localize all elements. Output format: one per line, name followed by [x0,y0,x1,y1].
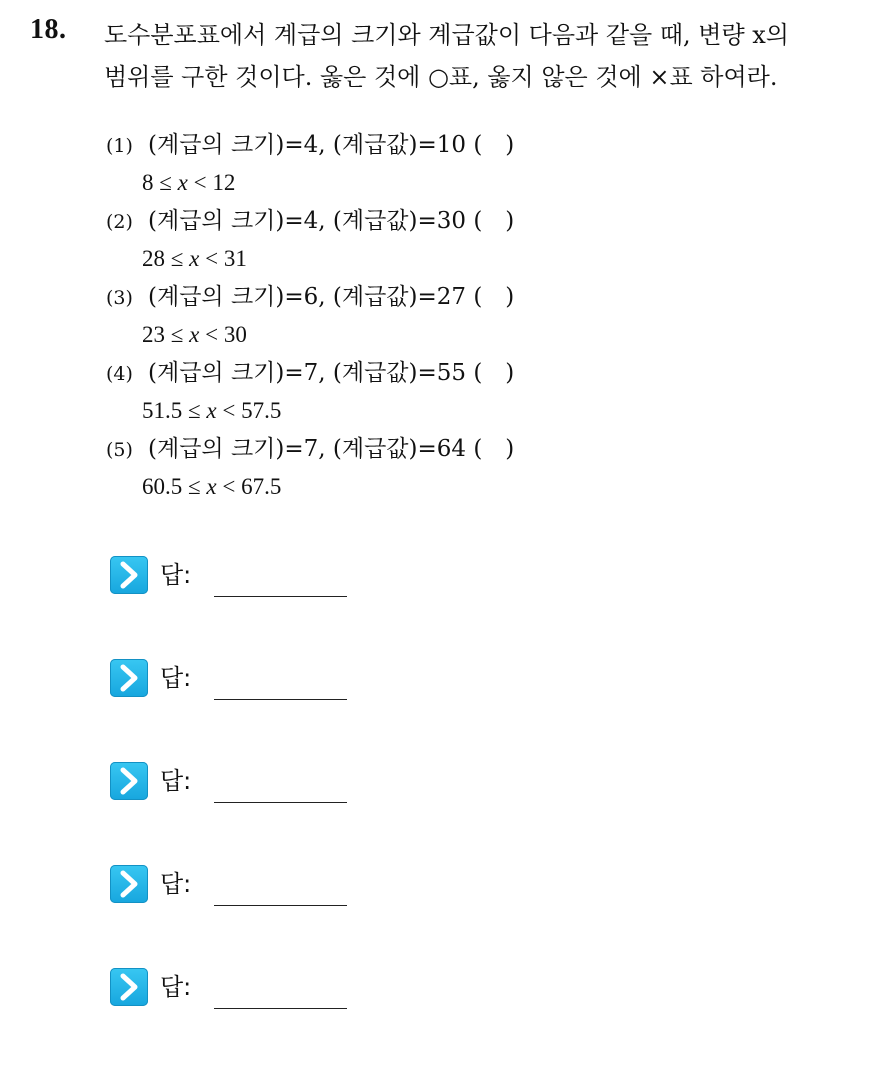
chevron-right-icon [110,762,148,800]
range-variable: x [206,474,217,499]
answer-label: 답: [160,870,192,898]
condition-text: (계급의 크기)=4, (계급값)=10 ( ) [148,132,515,158]
sub-question-number: (3) [106,287,133,309]
answer-label: 답: [160,973,192,1001]
answer-label: 답: [160,767,192,795]
range-expression [106,240,514,278]
answer-label: 답: [160,664,192,692]
stem-line-2: 범위를 구한 것이다. 옳은 것에 ○표, 옳지 않은 것에 ×표 하여라. [104,63,778,91]
range-expression [106,392,514,430]
condition-text: (계급의 크기)=4, (계급값)=30 ( ) [148,208,515,234]
range-variable: x [189,246,200,271]
chevron-right-icon [110,968,148,1006]
sub-question-number: (2) [106,211,133,233]
range-left: 28 ≤ [142,246,190,271]
sub-question [106,430,514,506]
range-variable: x [189,322,200,347]
sub-question [106,354,514,430]
range-variable: x [206,398,217,423]
answer-blank[interactable] [214,699,347,700]
range-right: < 67.5 [216,474,282,499]
range-expression [106,316,514,354]
sub-question-number: (5) [106,439,133,461]
condition-text: (계급의 크기)=7, (계급값)=55 ( ) [148,360,515,386]
sub-question [106,126,514,202]
sub-question [106,278,514,354]
range-expression [106,468,514,506]
range-left: 8 ≤ [142,170,178,195]
range-left: 23 ≤ [142,322,190,347]
sub-question [106,202,514,278]
answer-blank[interactable] [214,802,347,803]
range-right: < 31 [199,246,247,271]
sub-question-condition [106,202,514,240]
answer-blank[interactable] [214,596,347,597]
range-expression [106,164,514,202]
sub-question-number: (1) [106,135,133,157]
sub-question-condition [106,430,514,468]
range-right: < 57.5 [216,398,282,423]
sub-question-condition [106,354,514,392]
question-number: 18. [30,14,67,45]
sub-question-condition [106,278,514,316]
stem-line-1: 도수분포표에서 계급의 크기와 계급값이 다음과 같을 때, 변량 x의 [104,21,789,49]
answer-blank[interactable] [214,905,347,906]
range-left: 60.5 ≤ [142,474,207,499]
sub-question-condition [106,126,514,164]
question-stem [104,14,874,98]
chevron-right-icon [110,556,148,594]
answer-label: 답: [160,561,192,589]
range-variable: x [177,170,188,195]
range-right: < 30 [199,322,247,347]
condition-text: (계급의 크기)=6, (계급값)=27 ( ) [148,284,515,310]
sub-question-list [106,126,514,506]
chevron-right-icon [110,865,148,903]
condition-text: (계급의 크기)=7, (계급값)=64 ( ) [148,436,515,462]
sub-question-number: (4) [106,363,133,385]
range-left: 51.5 ≤ [142,398,207,423]
range-right: < 12 [187,170,236,195]
chevron-right-icon [110,659,148,697]
